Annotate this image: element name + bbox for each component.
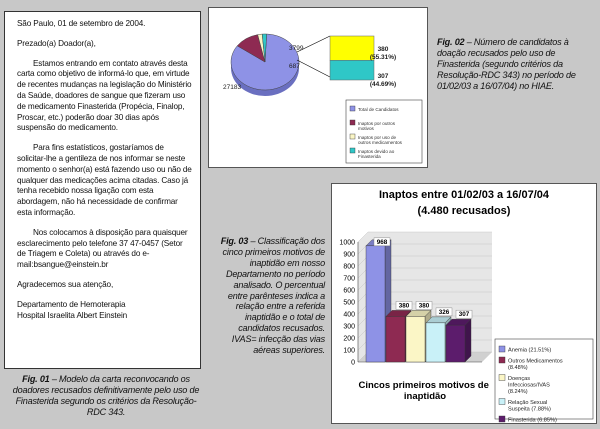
letter-paragraph-1: Estamos entrando em contato através desta carta como objetivo de informá-lo que, em virtude de recentes mudanças na legislação do Ministério da Saúde, doadores de sangue que fizeram uso de medicamento Finasterida (Propécia, Finalop, Proscar, etc.) poderão doar 30 dias após suspensão do medicamento.	[17, 58, 192, 133]
letter-signature-2: Hospital Israelita Albert Einstein	[17, 310, 128, 320]
y-tick-label: 800	[343, 263, 355, 271]
fig01-caption-text: – Modelo da carta reconvocando os doadores recusados definitivamente pelo uso de Finasterida segundo os critérios da Resolução-RDC 343.	[12, 374, 200, 417]
legend-label-line: Doenças	[508, 376, 531, 382]
breakdown-value-label: 307	[377, 73, 389, 80]
bar-value-label: 380	[398, 302, 410, 310]
legend-label-line: outros medicamentos	[358, 140, 402, 145]
fig03-caption	[218, 236, 325, 356]
fig02-caption	[437, 37, 599, 92]
legend-swatch	[350, 134, 355, 139]
legend-label	[508, 418, 557, 424]
legend-label	[508, 400, 551, 413]
legend-label-line: Inaptos por uso de	[358, 135, 397, 140]
legend-swatch	[499, 357, 505, 363]
x-axis-title-line: Cincos primeiros motivos de	[358, 380, 489, 391]
legend-label-line: motivos	[358, 126, 374, 131]
legend-swatch	[499, 399, 505, 405]
fig03-caption-label: Fig. 03	[220, 236, 249, 246]
bar-side	[465, 319, 471, 362]
letter-signature-1: Departamento de Hemoterapia	[17, 299, 126, 309]
pie-value-label: 27183	[223, 84, 242, 91]
x-axis-title-line: inaptidão	[403, 391, 447, 402]
breakdown-value-label: 380	[377, 46, 389, 53]
y-tick-label: 300	[343, 323, 355, 331]
fig02-caption-label: Fig. 02	[437, 37, 465, 47]
legend-label-line: Anemia (21.51%)	[508, 347, 552, 354]
legend-label-line: Finasterida (6.85%)	[508, 417, 557, 423]
legend-label-line: (8.24%)	[508, 389, 528, 395]
y-tick-label: 600	[343, 287, 355, 295]
legend-swatch	[350, 148, 355, 153]
legend-label	[358, 135, 403, 145]
bar-chart-title: Inaptos entre 01/02/03 a 16/07/04	[379, 189, 549, 201]
legend-label-line: Inaptos devido ao	[358, 149, 395, 154]
pie-connector-bottom	[297, 60, 330, 77]
legend-swatch	[350, 120, 355, 125]
bar-value-label: 380	[418, 302, 430, 310]
breakdown-percent-label: (55.31%)	[369, 54, 397, 61]
legend-label-line: Infecciosas/IVAS	[508, 382, 550, 389]
fig01-caption	[8, 374, 204, 418]
bar	[386, 316, 405, 362]
letter-paragraph-2: Para fins estatísticos, gostaríamos de solicitar-lhe a gentileza de nos informar se neste momento o senhor(a) está fazendo uso ou não de qualquer das medicações acima citadas. Caso já tenha recebido nossa ligação com esta abordagem, não há necessidade de confirmar esta informação.	[17, 143, 192, 217]
legend-label-line: Suspeita (7.88%)	[508, 406, 551, 413]
legend-swatch	[350, 106, 355, 111]
pie-value-label: 3799	[289, 45, 304, 52]
y-tick-label: 700	[343, 275, 355, 283]
legend-swatch	[499, 375, 505, 381]
legend-label-line: Total de Candidatos	[358, 107, 399, 112]
fig01-caption-label: Fig. 01	[22, 374, 50, 384]
bar	[406, 316, 425, 362]
legend-label-line: Finasterida	[358, 154, 381, 159]
fig02-caption-text: – Número de candidatos à doação recusados pelo uso de Finasterida (segundo critérios da Resolução-RDC 343) no período de 01/02/03 a 16/07/04) no HIAE.	[437, 37, 576, 91]
legend-label	[358, 107, 399, 112]
bar	[446, 325, 465, 362]
y-tick-label: 1000	[339, 239, 355, 247]
bar-chart	[332, 184, 596, 423]
bar-chart-subtitle: (4.480 recusados)	[417, 205, 511, 217]
breakdown-bar-segment	[330, 36, 374, 60]
pie-chart	[209, 8, 427, 167]
y-tick-label: 0	[351, 359, 355, 367]
breakdown-percent-label: (44.69%)	[369, 81, 397, 88]
bar-value-label: 307	[458, 311, 470, 319]
pie-chart-panel	[208, 7, 428, 168]
fig03-caption-text: – Classificação dos cinco primeiros motivos de inaptidão em nosso Departamento no período analisado. O percentual entre parênteses indica a relação entre a referida inaptidão e o total de candidatos recusados. IVAS= infecção das vias aéreas superiores.	[222, 236, 325, 356]
letter-paragraph-3: Nos colocamos à disposição para quaisquer esclarecimento pelo telefone 37 47-0457 (Setor de Triagem e Coleta) ou através do e-mail:bsangue@einstein.br	[17, 227, 188, 270]
pie-value-label: 687	[289, 63, 300, 70]
letter-date: São Paulo, 01 de setembro de 2004.	[17, 19, 146, 28]
bar-chart-panel	[331, 183, 597, 424]
bar-value-label: 968	[376, 238, 388, 246]
legend-label-line: Outros Medicamentos	[508, 358, 563, 365]
y-tick-label: 500	[343, 299, 355, 307]
legend-swatch	[499, 416, 505, 422]
breakdown-bar-segment	[330, 60, 374, 80]
legend-label-line: Inaptos por outros	[358, 121, 396, 126]
bar	[366, 246, 385, 362]
x-axis-title	[358, 380, 491, 402]
legend-swatch	[499, 346, 505, 352]
legend-label-line: Relação Sexual	[508, 400, 548, 406]
bar	[426, 323, 445, 362]
reconvocation-letter	[4, 11, 201, 369]
y-tick-label: 900	[343, 251, 355, 259]
y-tick-label: 100	[343, 347, 355, 355]
bar-value-label: 326	[438, 308, 450, 316]
letter-greeting: Prezado(a) Doador(a),	[17, 38, 96, 48]
legend-label-line: (8.48%)	[508, 365, 528, 371]
y-tick-label: 400	[343, 311, 355, 319]
legend-label	[508, 348, 551, 354]
y-tick-label: 200	[343, 335, 355, 343]
letter-thanks: Agradecemos sua atenção,	[17, 279, 114, 289]
